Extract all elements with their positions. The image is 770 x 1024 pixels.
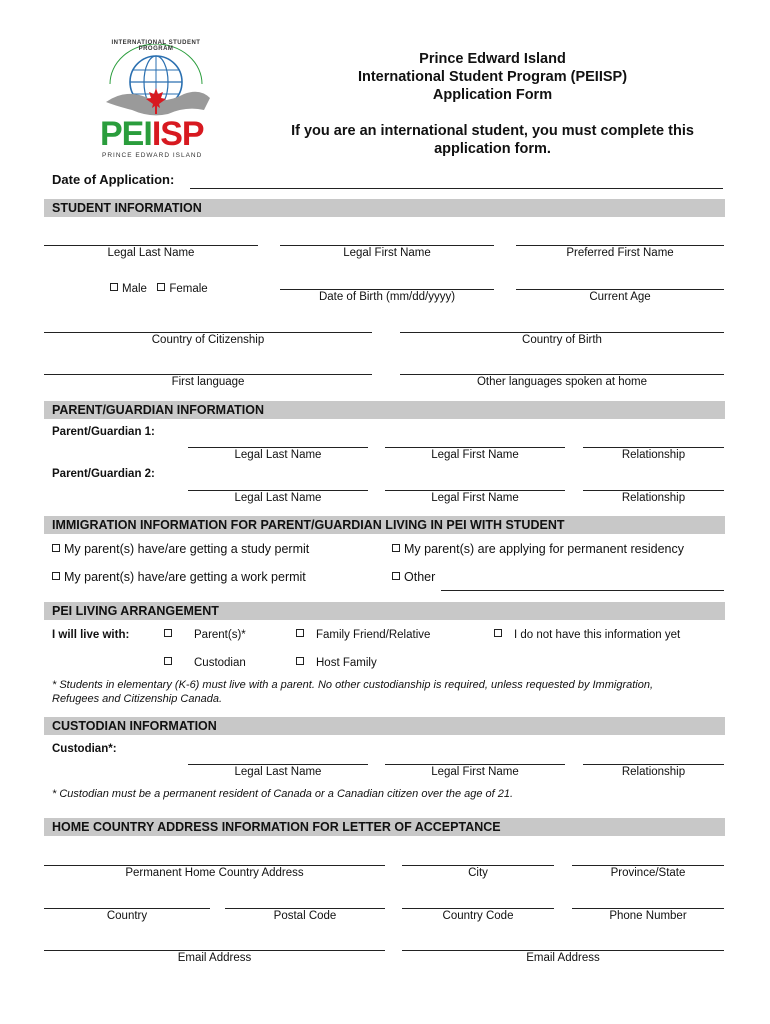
guardian-2-first-label: Legal First Name [431, 492, 519, 504]
guardian-2-last-field[interactable] [188, 490, 368, 491]
country-of-birth-field[interactable] [400, 332, 724, 333]
logo-brand [100, 116, 204, 152]
phone-number-label: Phone Number [609, 910, 687, 922]
living-footnote-line-1: * Students in elementary (K-6) must live with a parent. No other custodianship is required, unless requested by Immigration, [52, 679, 654, 691]
gender-options [110, 283, 208, 295]
guardian-2-last-label: Legal Last Name [234, 492, 322, 504]
host-family-option [296, 657, 377, 669]
intro-note-line-2: application form. [434, 141, 551, 157]
city-label: City [468, 867, 488, 879]
title-line-3: Application Form [432, 87, 553, 103]
other-checkbox[interactable] [392, 572, 400, 580]
female-checkbox[interactable] [157, 283, 165, 291]
family-friend-checkbox[interactable] [296, 629, 304, 637]
country-of-citizenship-label: Country of Citizenship [151, 334, 265, 346]
living-footnote [52, 678, 724, 706]
first-language-label: First language [171, 376, 245, 388]
guardian-2-relationship-label: Relationship [621, 492, 686, 504]
host-family-checkbox[interactable] [296, 657, 304, 665]
custodian-first-field[interactable] [385, 764, 565, 765]
peiisp-logo [96, 40, 216, 162]
current-age-field[interactable] [516, 289, 724, 290]
country-of-citizenship-field[interactable] [44, 332, 372, 333]
home-address-label: Permanent Home Country Address [125, 867, 304, 879]
email-address-2-field[interactable] [402, 950, 724, 951]
permanent-residency-label: My parent(s) are applying for permanent residency [404, 542, 684, 556]
custodian-row-label: Custodian*: [52, 743, 117, 755]
globe-map-icon [96, 44, 216, 124]
work-permit-checkbox[interactable] [52, 572, 60, 580]
legal-last-name-field[interactable] [44, 245, 258, 246]
no-info-option [494, 629, 680, 641]
intro-note [270, 122, 715, 158]
email-address-1-label: Email Address [177, 952, 252, 964]
living-footnote-line-2: Refugees and Citizenship Canada. [52, 693, 223, 705]
email-address-1-field[interactable] [44, 950, 385, 951]
guardian-1-label: Parent/Guardian 1: [52, 426, 155, 438]
host-family-label: Host Family [316, 657, 377, 669]
title-line-1: Prince Edward Island [419, 51, 566, 67]
logo-brand-pei: PEI [100, 115, 152, 153]
other-option [392, 570, 435, 584]
no-info-label: I do not have this information yet [514, 629, 681, 641]
city-field[interactable] [402, 865, 554, 866]
parents-checkbox[interactable] [164, 629, 172, 637]
home-address-heading: HOME COUNTRY ADDRESS INFORMATION FOR LETTER OF ACCEPTANCE [44, 818, 725, 836]
work-permit-label: My parent(s) have/are getting a work permit [64, 570, 306, 584]
province-label: Province/State [610, 867, 686, 879]
intro-note-line-1: If you are an international student, you must complete this [291, 123, 694, 139]
other-languages-field[interactable] [400, 374, 724, 375]
guardian-info-heading: PARENT/GUARDIAN INFORMATION [44, 401, 725, 419]
guardian-1-first-field[interactable] [385, 447, 565, 448]
logo-arc-text: INTERNATIONAL STUDENT PROGRAM [111, 40, 201, 52]
legal-first-name-label: Legal First Name [343, 247, 431, 259]
custodian-last-label: Legal Last Name [234, 766, 322, 778]
live-with-label: I will live with: [52, 629, 130, 641]
date-of-birth-field[interactable] [280, 289, 494, 290]
custodian-info-heading: CUSTODIAN INFORMATION [44, 717, 725, 735]
other-languages-label: Other languages spoken at home [476, 376, 648, 388]
other-specify-field[interactable] [441, 590, 724, 591]
no-info-checkbox[interactable] [494, 629, 502, 637]
parents-label: Parent(s)* [194, 629, 246, 641]
logo-subtitle: PRINCE EDWARD ISLAND [102, 152, 203, 159]
country-label: Country [106, 910, 148, 922]
legal-last-name-label: Legal Last Name [107, 247, 195, 259]
student-info-heading: STUDENT INFORMATION [44, 199, 725, 217]
parents-option [164, 629, 246, 641]
country-of-birth-label: Country of Birth [522, 334, 602, 346]
country-code-field[interactable] [402, 908, 554, 909]
living-arrangement-heading: PEI LIVING ARRANGEMENT [44, 602, 725, 620]
study-permit-label: My parent(s) have/are getting a study permit [64, 542, 310, 556]
guardian-2-relationship-field[interactable] [583, 490, 724, 491]
custodian-relationship-label: Relationship [621, 766, 686, 778]
guardian-1-relationship-field[interactable] [583, 447, 724, 448]
guardian-2-first-field[interactable] [385, 490, 565, 491]
permanent-residency-checkbox[interactable] [392, 544, 400, 552]
first-language-field[interactable] [44, 374, 372, 375]
title-line-2: International Student Program (PEIISP) [357, 69, 628, 85]
date-of-birth-label: Date of Birth (mm/dd/yyyy) [318, 291, 456, 303]
postal-code-label: Postal Code [273, 910, 337, 922]
custodian-last-field[interactable] [188, 764, 368, 765]
custodian-option [164, 657, 246, 669]
logo-brand-isp: ISP [151, 115, 204, 153]
guardian-1-relationship-label: Relationship [621, 449, 686, 461]
postal-code-field[interactable] [225, 908, 385, 909]
other-label: Other [404, 570, 436, 584]
immigration-info-heading: IMMIGRATION INFORMATION FOR PARENT/GUARDIAN LIVING IN PEI WITH STUDENT [44, 516, 725, 534]
country-field[interactable] [44, 908, 210, 909]
home-address-field[interactable] [44, 865, 385, 866]
male-checkbox[interactable] [110, 283, 118, 291]
form-title [270, 50, 715, 104]
phone-number-field[interactable] [572, 908, 724, 909]
custodian-first-label: Legal First Name [431, 766, 519, 778]
guardian-1-last-field[interactable] [188, 447, 368, 448]
custodian-label: Custodian [194, 657, 246, 669]
preferred-first-name-label: Preferred First Name [566, 247, 674, 259]
guardian-1-last-label: Legal Last Name [234, 449, 322, 461]
study-permit-checkbox[interactable] [52, 544, 60, 552]
legal-first-name-field[interactable] [280, 245, 494, 246]
family-friend-label: Family Friend/Relative [316, 629, 431, 641]
custodian-relationship-field[interactable] [583, 764, 724, 765]
male-label: Male [122, 283, 147, 295]
custodian-checkbox[interactable] [164, 657, 172, 665]
guardian-1-first-label: Legal First Name [431, 449, 519, 461]
family-friend-option [296, 629, 430, 641]
country-code-label: Country Code [442, 910, 514, 922]
work-permit-option [52, 570, 306, 584]
permanent-residency-option [392, 542, 684, 556]
female-label: Female [169, 283, 208, 295]
date-of-application-label: Date of Application: [52, 172, 175, 187]
email-address-2-label: Email Address [526, 952, 600, 964]
current-age-label: Current Age [589, 291, 651, 303]
study-permit-option [52, 542, 309, 556]
preferred-first-name-field[interactable] [516, 245, 724, 246]
guardian-2-label: Parent/Guardian 2: [52, 468, 155, 480]
custodian-footnote: * Custodian must be a permanent resident of Canada or a Canadian citizen over the age of 21. [52, 788, 514, 800]
date-of-application-field[interactable] [190, 188, 723, 189]
province-field[interactable] [572, 865, 724, 866]
